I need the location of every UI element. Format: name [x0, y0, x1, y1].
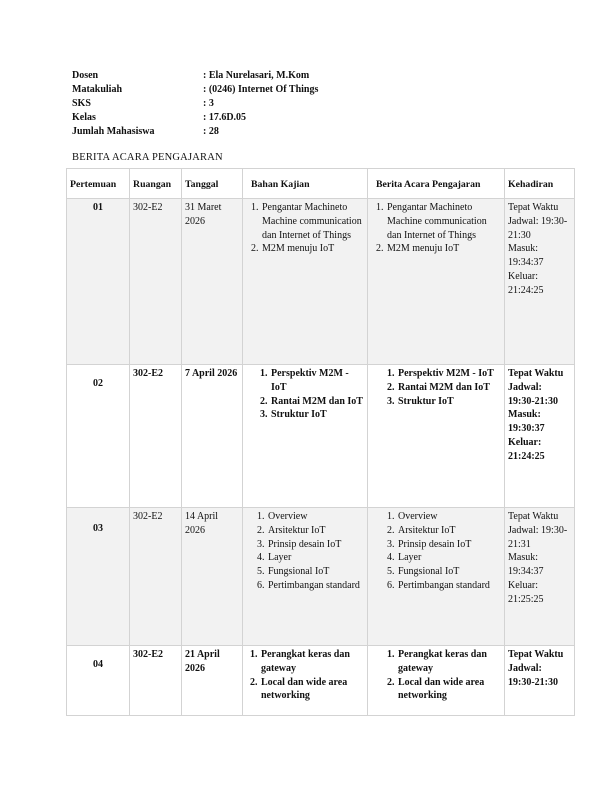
bahan-list [246, 201, 364, 256]
list-item: 3. Struktur IoT [397, 395, 501, 409]
list-item: 6. Pertimbangan standard [397, 579, 501, 593]
list-item: 5. Fungsional IoT [397, 565, 501, 579]
list-item: 1. Perspektiv M2M - IoT [397, 367, 501, 381]
list-item: 1. Pengantar Machineto Machine communication dan Internet of Things [386, 201, 501, 242]
header-kehadiran: Kehadiran [505, 169, 575, 199]
list-item: 1. Pengantar Machineto Machine communication dan Internet of Things [261, 201, 364, 242]
list-item: 1. Perangkat keras dan gateway [260, 648, 364, 676]
info-label: Jumlah Mahasiswa [72, 126, 155, 137]
list-item: 3. Prinsip desain IoT [397, 538, 501, 552]
header-berita-acara: Berita Acara Pengajaran [368, 169, 505, 199]
cell-pertemuan: 04 [67, 646, 130, 716]
course-info [72, 69, 318, 139]
list-item: 3. Struktur IoT [270, 408, 364, 422]
cell-pertemuan: 03 [67, 508, 130, 646]
info-value: : Ela Nurelasari, M.Kom [203, 70, 310, 81]
info-row-kelas [72, 111, 318, 125]
header-pertemuan: Pertemuan [67, 169, 130, 199]
list-item: 2. Local dan wide area networking [260, 676, 364, 704]
list-item: 5. Fungsional IoT [267, 565, 364, 579]
cell-bahan-kajian [243, 199, 368, 365]
cell-berita-acara [368, 508, 505, 646]
table-row [67, 365, 575, 508]
list-item: 4. Layer [267, 551, 364, 565]
info-label: Matakuliah [72, 84, 123, 95]
info-value: : (0246) Internet Of Things [203, 84, 319, 95]
info-row-sks [72, 97, 318, 111]
info-label: Dosen [72, 70, 99, 81]
table-row [67, 199, 575, 365]
cell-tanggal: 31 Maret 2026 [182, 199, 243, 365]
table-row [67, 646, 575, 716]
bahan-list [246, 648, 364, 703]
cell-kehadiran: Tepat Waktu Jadwal: 19:30-21:30 Masuk: 19:34:37 Keluar: 21:24:25 [505, 199, 575, 365]
list-item: 2. Local dan wide area networking [397, 676, 501, 704]
header-tanggal: Tanggal [182, 169, 243, 199]
table-row [67, 508, 575, 646]
list-item: 3. Prinsip desain IoT [267, 538, 364, 552]
cell-kehadiran: Tepat Waktu Jadwal: 19:30-21:31 Masuk: 19:34:37 Keluar: 21:25:25 [505, 508, 575, 646]
cell-pertemuan: 02 [67, 365, 130, 508]
list-item: 4. Layer [397, 551, 501, 565]
cell-bahan-kajian [243, 508, 368, 646]
info-label: Kelas [72, 112, 96, 123]
info-value: : 28 [203, 126, 219, 137]
cell-tanggal: 14 April 2026 [182, 508, 243, 646]
cell-tanggal: 21 April 2026 [182, 646, 243, 716]
cell-berita-acara [368, 646, 505, 716]
list-item: 2. M2M menuju IoT [261, 242, 364, 256]
list-item: 6. Pertimbangan standard [267, 579, 364, 593]
berita-list [371, 201, 501, 256]
bahan-list [246, 367, 364, 422]
berita-list [371, 510, 501, 593]
list-item: 1. Perspektiv M2M -IoT [270, 367, 364, 395]
cell-bahan-kajian [243, 365, 368, 508]
info-row-matakuliah [72, 83, 318, 97]
cell-bahan-kajian [243, 646, 368, 716]
bahan-list [246, 510, 364, 593]
cell-berita-acara [368, 365, 505, 508]
list-item: 1. Perangkat keras dan gateway [397, 648, 501, 676]
info-label: SKS [72, 98, 91, 109]
cell-tanggal: 7 April 2026 [182, 365, 243, 508]
berita-list [371, 648, 501, 703]
section-title: BERITA ACARA PENGAJARAN [72, 152, 223, 163]
cell-berita-acara [368, 199, 505, 365]
list-item: 2. Rantai M2M dan IoT [397, 381, 501, 395]
list-item: 1. Overview [397, 510, 501, 524]
cell-kehadiran: Tepat Waktu Jadwal: 19:30-21:30 [505, 646, 575, 716]
info-row-jumlah-mahasiswa [72, 125, 318, 139]
header-bahan-kajian: Bahan Kajian [243, 169, 368, 199]
list-item: 1. Overview [267, 510, 364, 524]
list-item: 2. Arsitektur IoT [267, 524, 364, 538]
teaching-record-table [66, 168, 575, 716]
berita-list [371, 367, 501, 408]
list-item: 2. Rantai M2M dan IoT [270, 395, 364, 409]
list-item: 2. Arsitektur IoT [397, 524, 501, 538]
cell-ruangan: 302-E2 [130, 508, 182, 646]
list-item: 2. M2M menuju IoT [386, 242, 501, 256]
info-value: : 17.6D.05 [203, 112, 247, 123]
cell-ruangan: 302-E2 [130, 646, 182, 716]
cell-ruangan: 302-E2 [130, 199, 182, 365]
info-value: : 3 [203, 98, 214, 109]
cell-pertemuan: 01 [67, 199, 130, 365]
header-ruangan: Ruangan [130, 169, 182, 199]
info-row-dosen [72, 69, 318, 83]
cell-ruangan: 302-E2 [130, 365, 182, 508]
cell-kehadiran: Tepat Waktu Jadwal: 19:30-21:30 Masuk: 19:30:37 Keluar: 21:24:25 [505, 365, 575, 508]
table-header-row [67, 169, 575, 199]
